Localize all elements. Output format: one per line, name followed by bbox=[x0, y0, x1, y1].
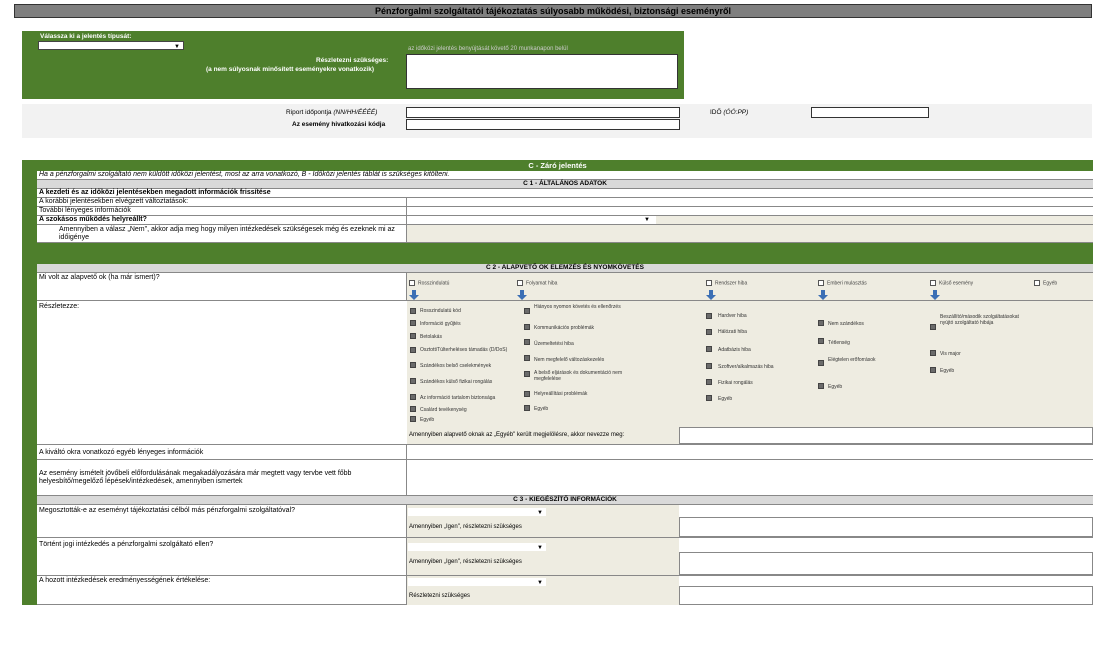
c3-shared-if-yes: Amennyiben „Igen", részletezni szükséges bbox=[409, 524, 522, 530]
checkbox[interactable] bbox=[706, 363, 712, 369]
checkbox[interactable] bbox=[706, 395, 712, 401]
checkbox[interactable] bbox=[930, 350, 936, 356]
option-label: Hardver hiba bbox=[718, 313, 747, 319]
option-label: Fizikai rongálás bbox=[718, 380, 753, 386]
arrow-down-icon bbox=[706, 290, 716, 300]
c2-prevent-row bbox=[37, 460, 1093, 496]
checkbox[interactable] bbox=[524, 405, 530, 411]
arrow-down-icon bbox=[930, 290, 940, 300]
c2-header: C 2 - ALAPVETŐ OK ELEMZÉS ÉS NYOMKÖVETÉS bbox=[37, 264, 1093, 273]
c3-header: C 3 - KIEGÉSZÍTŐ INFORMÁCIÓK bbox=[37, 496, 1093, 505]
checkbox[interactable] bbox=[706, 329, 712, 335]
c2-details-label: Részletezze: bbox=[39, 303, 80, 310]
c3-legal-label: Történt jogi intézkedés a pénzforgalmi szolgáltató ellen? bbox=[39, 541, 214, 548]
c1-changes-row bbox=[37, 198, 1093, 207]
option-label: Egyéb bbox=[534, 406, 549, 412]
checkbox[interactable] bbox=[410, 416, 416, 422]
chevron-down-icon: ▼ bbox=[537, 545, 543, 551]
option-label: Hálózati hiba bbox=[718, 329, 747, 335]
option-label: Nem megfelelő változáskezelés bbox=[534, 357, 605, 363]
checkbox[interactable] bbox=[524, 324, 530, 330]
ref-code-input[interactable] bbox=[406, 119, 680, 130]
checkbox[interactable] bbox=[818, 383, 824, 389]
cause-process-checkbox[interactable]: Folyamat hiba bbox=[517, 280, 557, 286]
c1-sub-row bbox=[37, 189, 1093, 198]
checkbox[interactable] bbox=[524, 339, 530, 345]
checkbox[interactable] bbox=[706, 379, 712, 385]
checkbox[interactable] bbox=[410, 378, 416, 384]
checkbox[interactable] bbox=[524, 371, 530, 377]
arrow-down-icon bbox=[517, 290, 527, 300]
c1-restored-select[interactable] bbox=[406, 216, 656, 224]
option-label: Helyreállítási problémák bbox=[534, 391, 588, 397]
checkbox[interactable] bbox=[818, 320, 824, 326]
c3-legal-select[interactable] bbox=[407, 542, 547, 552]
report-type-select[interactable] bbox=[38, 41, 184, 50]
checkbox[interactable] bbox=[410, 406, 416, 412]
report-date-input[interactable] bbox=[406, 107, 680, 118]
checkbox[interactable] bbox=[818, 360, 824, 366]
c2-prevent-label: Az esemény ismételt jövőbeli előfordulásának megakadályozására már megtett vagy tervbe vett főbb helyesbítő/megelőző lépések/intézkedések, amennyiben ismertek bbox=[39, 470, 352, 485]
time-input[interactable] bbox=[811, 107, 929, 118]
option-label: Betolakás bbox=[420, 334, 442, 340]
c2-other-info-label: A kiváltó okra vonatkozó egyéb lényeges információk bbox=[39, 449, 204, 456]
interim-note: az időközi jelentés benyújtását követő 20 munkanapon belül bbox=[408, 46, 568, 52]
checkbox[interactable] bbox=[706, 346, 712, 352]
chevron-down-icon: ▼ bbox=[537, 510, 543, 516]
checkbox[interactable] bbox=[524, 308, 530, 314]
cause-human-checkbox[interactable]: Emberi mulasztás bbox=[818, 280, 867, 286]
c3-legal-if-yes: Amennyiben „Igen", részletezni szükséges bbox=[409, 559, 522, 565]
checkbox[interactable] bbox=[930, 324, 936, 330]
c2-question-label: Mi volt az alapvető ok (ha már ismert)? bbox=[39, 274, 160, 281]
option-label: Adatbázis hiba bbox=[718, 347, 751, 353]
option-label: Szoftver/alkalmazás hiba bbox=[718, 364, 774, 370]
cause-external-checkbox[interactable]: Külső esemény bbox=[930, 280, 973, 286]
time-label: IDŐ (ÓÓ:PP) bbox=[710, 109, 749, 116]
c-note: Ha a pénzforgalmi szolgáltató nem küldött időközi jelentést, most az arra vonatkozó, B - Időközi jelentés táblát is szükséges kitölteni. bbox=[39, 171, 450, 178]
option-label: Üzemeltetési hiba bbox=[534, 341, 574, 347]
option-label: Egyéb bbox=[940, 368, 955, 374]
chevron-down-icon: ▼ bbox=[537, 580, 543, 586]
c2-other-info-input[interactable] bbox=[406, 445, 1093, 459]
ref-code-label: Az esemény hivatkozási kódja bbox=[292, 121, 386, 128]
c3-eval-select[interactable] bbox=[407, 577, 547, 587]
checkbox[interactable] bbox=[410, 333, 416, 339]
checkbox[interactable] bbox=[706, 313, 712, 319]
chevron-down-icon: ▼ bbox=[644, 217, 650, 223]
chevron-down-icon: ▼ bbox=[174, 44, 180, 50]
c1-restored-label: A szokásos működés helyreállt? bbox=[39, 216, 147, 223]
report-time-label: Riport időpontja (NN/HH/ÉÉÉÉ) bbox=[286, 109, 378, 116]
option-label: Egyéb bbox=[828, 384, 843, 390]
option-label: Rosszindulatú kód bbox=[420, 308, 461, 314]
checkbox[interactable] bbox=[410, 394, 416, 400]
c2-other-info-row bbox=[37, 445, 1093, 460]
c3-shared-detail-input[interactable] bbox=[679, 517, 1093, 537]
detail-textarea[interactable] bbox=[406, 54, 678, 89]
option-label: Elégtelen erőforrások bbox=[828, 357, 876, 363]
c3-eval-detail-label: Részletezni szükséges bbox=[409, 593, 471, 599]
c1-more-input[interactable] bbox=[406, 207, 1092, 215]
checkbox[interactable] bbox=[410, 362, 416, 368]
page-title: Pénzforgalmi szolgáltatói tájékoztatás súlyosabb működési, biztonsági eseményről bbox=[14, 4, 1092, 18]
option-label: Tétlenség bbox=[828, 340, 850, 346]
checkbox[interactable] bbox=[410, 308, 416, 314]
option-label: Osztott/Túlterheléses támadás (D/DoS) bbox=[420, 347, 508, 353]
arrow-down-icon bbox=[818, 290, 828, 300]
option-label: Egyéb bbox=[718, 396, 733, 402]
option-label: Beszállító/második szolgáltatásokat nyújtó szolgáltató hibája bbox=[940, 314, 1019, 326]
option-label: Csalárd tevékenység bbox=[420, 407, 467, 413]
c1-if-no-label: Amennyiben a válasz „Nem", akkor adja meg hogy milyen intézkedések szükségesek még és ezeknek mi az időigénye bbox=[59, 226, 395, 241]
cause-system-checkbox[interactable]: Rendszer hiba bbox=[706, 280, 747, 286]
c3-eval-detail-input[interactable] bbox=[679, 586, 1093, 605]
checkbox[interactable] bbox=[524, 355, 530, 361]
checkbox[interactable] bbox=[410, 347, 416, 353]
cause-other-checkbox[interactable]: Egyéb bbox=[1034, 280, 1057, 286]
c1-restored-row bbox=[37, 216, 1093, 225]
c1-more-label: További lényeges információk bbox=[39, 207, 131, 214]
option-label: Nem szándékos bbox=[828, 321, 864, 327]
c-title: C - Záró jelentés bbox=[22, 160, 1093, 171]
checkbox[interactable] bbox=[818, 338, 824, 344]
report-type-label: Válassza ki a jelentés típusát: bbox=[40, 33, 132, 40]
detail-sublabel: (a nem súlyosnak minősített eseményekre vonatkozik) bbox=[206, 66, 374, 73]
c3-eval-label: A hozott intézkedések eredményességének értékelése: bbox=[39, 577, 211, 584]
checkbox[interactable] bbox=[524, 391, 530, 397]
option-label: Egyéb bbox=[420, 417, 435, 423]
option-label: Szándékos külső fizikai rongálás bbox=[420, 379, 493, 385]
other-cause-input[interactable] bbox=[679, 427, 1093, 444]
c1-header: C 1 - ÁLTALÁNOS ADATOK bbox=[37, 180, 1093, 189]
option-label: Információ gyűjtés bbox=[420, 321, 461, 327]
c1-subtitle: A kezdeti és az időközi jelentésekben megadott információk frissítése bbox=[39, 189, 271, 196]
c3-shared-select[interactable] bbox=[407, 507, 547, 517]
checkbox[interactable] bbox=[930, 367, 936, 373]
c1-changes-input[interactable] bbox=[406, 198, 1092, 206]
arrow-down-icon bbox=[409, 290, 419, 300]
checkbox[interactable] bbox=[410, 320, 416, 326]
other-note: Amennyiben alapvető oknak az „Egyéb" került megjelölésre, akkor nevezze meg: bbox=[409, 432, 625, 438]
c-note-row bbox=[37, 171, 1093, 180]
option-label: Kommunikációs problémák bbox=[534, 325, 595, 331]
option-label: Szándékos belső cselekmények bbox=[420, 363, 492, 369]
option-label: Hiányos nyomon követés és ellenőrzés bbox=[534, 304, 621, 310]
detail-label: Részletezni szükséges: bbox=[316, 57, 389, 64]
c3-legal-detail-input[interactable] bbox=[679, 552, 1093, 575]
option-label: Az információ tartalom biztonsága bbox=[420, 395, 496, 401]
c3-shared-label: Megosztották-e az eseményt tájékoztatási célból más pénzforgalmi szolgáltatóval? bbox=[39, 507, 296, 514]
c1-if-no-input[interactable] bbox=[406, 225, 1093, 242]
c1-if-no-row bbox=[37, 225, 1093, 243]
c2-cause-panel bbox=[406, 273, 1093, 300]
cause-malicious-checkbox[interactable]: Rosszindulatú bbox=[409, 280, 449, 286]
c1-changes-label: A korábbi jelentésekben elvégzett változtatások: bbox=[39, 198, 189, 205]
c2-prevent-input[interactable] bbox=[406, 460, 1093, 495]
option-label: Vis major bbox=[940, 351, 961, 357]
c1-more-row bbox=[37, 207, 1093, 216]
c1-restored-filler bbox=[656, 216, 1093, 224]
option-label: A belső eljárások és dokumentáció nem megfelelése bbox=[534, 370, 623, 382]
